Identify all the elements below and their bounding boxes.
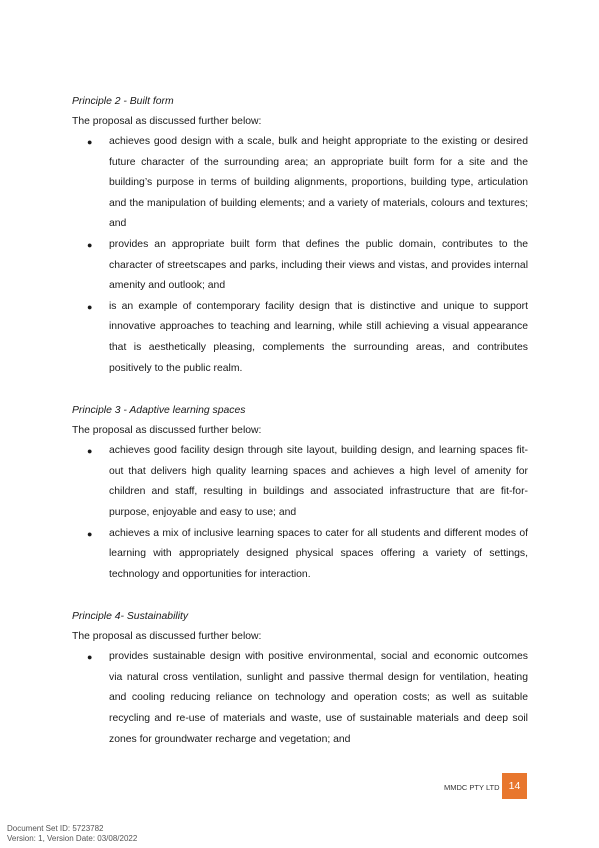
bullet-list bbox=[72, 132, 528, 379]
section-principle-2 bbox=[72, 92, 528, 379]
list-item-text: achieves good facility design through site layout, building design, and learning spaces fit-out that delivers high quality learning spaces and achieves a high level of amenity for children and staff, resulting in buildings and associated infrastructure that are fit-for-purpose, enjoyable and easy to use; and bbox=[109, 445, 528, 518]
section-intro: The proposal as discussed further below: bbox=[72, 631, 262, 643]
list-item bbox=[72, 132, 528, 235]
list-item-text: provides sustainable design with positive environmental, social and economic outcomes via natural cross ventilation, sunlight and passive thermal design for ventilation, heating and cooling reducing reliance on technology and operation costs; as well as suitable recycling and re-use of materials and waste, use of sustainable materials and deep soil zones for groundwater recharge and vegetation; and bbox=[109, 651, 528, 745]
list-item bbox=[72, 297, 528, 379]
bullet-icon: ● bbox=[87, 652, 93, 663]
list-item-text: is an example of contemporary facility design that is distinctive and unique to support innovative approaches to teaching and learning, while still achieving a visual appearance that is aesthetically pleasing, complements the surrounding areas, and contributes positively to the public realm. bbox=[109, 300, 528, 374]
section-intro: The proposal as discussed further below: bbox=[72, 425, 262, 437]
list-item bbox=[72, 647, 528, 750]
bullet-icon: ● bbox=[87, 239, 93, 250]
section-intro: The proposal as discussed further below: bbox=[72, 116, 262, 127]
document-set-id: Document Set ID: 5723782 bbox=[7, 824, 104, 833]
bullet-icon: ● bbox=[87, 528, 93, 539]
list-item bbox=[72, 524, 528, 586]
bullet-icon: ● bbox=[87, 137, 93, 147]
list-item-text: achieves a mix of inclusive learning spaces to cater for all students and different modes of learning with appropriately designed physical spaces offering a variety of settings, technology and opportunities for interaction. bbox=[109, 527, 528, 580]
document-version: Version: 1, Version Date: 03/08/2022 bbox=[7, 834, 138, 843]
bullet-list bbox=[72, 441, 528, 585]
section-principle-3 bbox=[72, 401, 528, 585]
bullet-icon: ● bbox=[87, 446, 93, 457]
list-item bbox=[72, 441, 528, 523]
page-number-badge: 14 bbox=[502, 773, 527, 799]
section-heading: Principle 4- Sustainability bbox=[72, 611, 189, 623]
bullet-list bbox=[72, 647, 528, 750]
section-heading: Principle 2 - Built form bbox=[72, 96, 174, 107]
bullet-icon: ● bbox=[87, 301, 93, 312]
section-principle-4 bbox=[72, 607, 528, 750]
section-heading: Principle 3 - Adaptive learning spaces bbox=[72, 405, 246, 417]
footer-company-name: MMDC PTY LTD bbox=[444, 783, 500, 792]
list-item-text: provides an appropriate built form that defines the public domain, contributes to the character of streetscapes and parks, including their views and vistas, and provides internal amenity and outlook; and bbox=[109, 238, 528, 292]
list-item bbox=[72, 235, 528, 297]
page-content bbox=[72, 92, 528, 772]
list-item-text: achieves good design with a scale, bulk and height appropriate to the existing or desired future character of the surrounding area; an appropriate built form for a site and the building’s purpose in terms of building alignments, proportions, building type, articulation and the manipulation of building elements; and a variety of materials, colours and textures; and bbox=[109, 136, 528, 230]
